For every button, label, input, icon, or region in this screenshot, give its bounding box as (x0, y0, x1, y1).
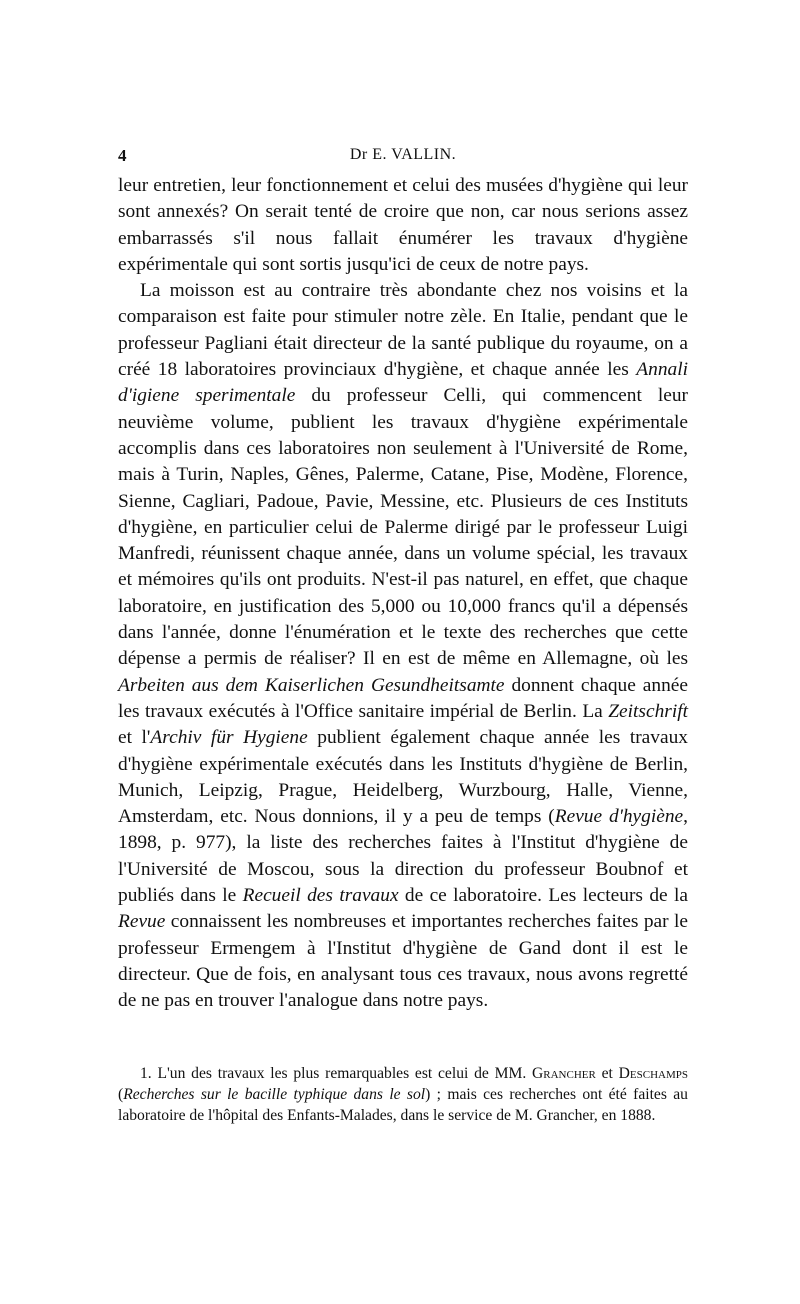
italic-title-archiv: Archiv für Hygiene (150, 727, 308, 749)
small-caps-name: Deschamps (618, 1065, 688, 1082)
text-run: donnent chaque année les travaux exécutés à l'Office sanitaire impérial de Berlin. La (118, 674, 688, 722)
italic-title-zeitschrift: Zeitschrift (608, 700, 688, 722)
italic-title-recueil: Recueil des travaux (242, 885, 399, 907)
text-run: 1. L'un des travaux les plus remarquables est celui de MM. (140, 1065, 532, 1082)
page-header (118, 146, 688, 170)
small-caps-name: Grancher (532, 1065, 596, 1082)
footnote-1 (118, 1063, 688, 1126)
paragraph-1: leur entretien, leur fonctionnement et celui des musées d'hygiène qui leur sont annexés? On serait tenté de croire que non, car nous serions assez embarrassés s'il nous fallait énumérer les travaux d'hygiène expérimentale qui sont sortis jusqu'ici de ceux de notre pays. (118, 175, 688, 275)
text-run: , 1898, p. 977), la liste des recherches faites à l'Institut d'hygiène de l'Université de Moscou, sous la direction du professeur Boubnof et publiés dans le (118, 806, 688, 907)
italic-title-revue-hygiene: Revue d'hygiène (554, 806, 684, 828)
text-run: du professeur Celli, qui commencent leur neuvième volume, publient les travaux d'hygiène expérimentale accomplis dans ces laboratoires non seulement à l'Université de Rome, mais à Turin, Naples, Gênes, Palerme, Catane, Pise, Modène, Florence, Sienne, Cagliari, Padoue, Pavie, Messine, etc. Plusieurs de ces Instituts d'hygiène, en particulier celui de Palerme dirigé par le professeur Luigi Manfredi, réunissent chaque année, dans un volume spécial, les travaux et mémoires qu'ils ont produits. N'est-il pas naturel, en effet, que chaque laboratoire, en justification des 5,000 ou 10,000 francs qu'il a dépensés dans l'année, donne l'énumération et le texte des recherches que cette dépense a permis de réaliser? Il en est de même en Allemagne, où les (118, 385, 688, 670)
italic-title-revue: Revue (118, 911, 166, 933)
text-run: La moisson est au contraire très abondante chez nos voisins et la comparaison est faite pour stimuler notre zèle. En Italie, pendant que le professeur Pagliani était directeur de la santé publique du royaume, on a créé 18 laboratoires provinciaux d'hygiène, et chaque année les (118, 280, 688, 381)
paragraph-2 (118, 278, 688, 1014)
italic-title-annali: Annali d'igiene sperimentale (118, 359, 688, 407)
text-run: ) ; mais ces recherches ont été faites au laboratoire de l'hôpital des Enfants-Malades, dans le service de M. Grancher, en 1888. (118, 1086, 688, 1124)
italic-title-recherches: Recherches sur le bacille typhique dans le sol (123, 1086, 426, 1103)
text-run: de ce laboratoire. Les lecteurs de la (398, 885, 688, 907)
running-head: Dr E. VALLIN. (349, 146, 457, 163)
text-run: ( (118, 1086, 124, 1103)
text-run: et (595, 1065, 619, 1082)
footnote (118, 1063, 688, 1126)
text-run: et l' (118, 727, 151, 749)
italic-title-arbeiten: Arbeiten aus dem Kaiserlichen Gesundheitsamte (118, 674, 505, 696)
text-run: connaissent les nombreuses et importantes recherches faites par le professeur Ermengem à l'Institut d'hygiène de Gand dont il est le directeur. Que de fois, en analysant tous ces travaux, nous avons regretté de ne pas en trouver l'analogue dans notre pays. (118, 911, 688, 1012)
text-run: publient également chaque année les travaux d'hygiène expérimentale exécutés dans les Instituts d'hygiène de Berlin, Munich, Leipzig, Prague, Heidelberg, Wurzbourg, Halle, Vienne, Amsterdam, etc. Nous donnions, il y a peu de temps ( (118, 727, 688, 828)
page-number: 4 (118, 146, 127, 165)
body-text (118, 173, 688, 1015)
